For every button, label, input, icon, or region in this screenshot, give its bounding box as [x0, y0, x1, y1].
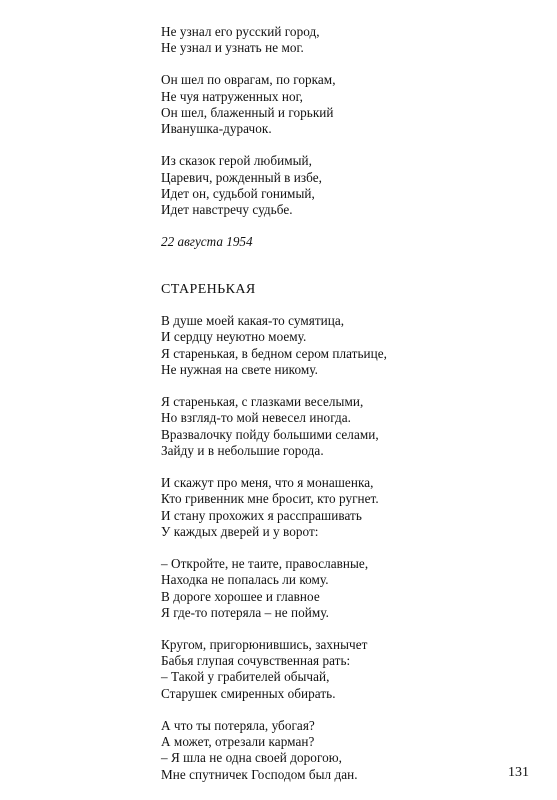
poem-line: Старушек смиренных обирать.: [161, 685, 336, 701]
poem-line: Не чуя натруженных ног,: [161, 88, 303, 104]
poem-line: Он шел по оврагам, по горкам,: [161, 72, 336, 88]
poem-line: Не узнал его русский город,: [161, 24, 320, 39]
poem-line: Идет навстречу судьбе.: [161, 202, 293, 218]
poem2-stanza-4: [161, 556, 541, 621]
poem1-stanza-3: [161, 153, 541, 218]
poem-line: Я старенькая, с глазками веселыми,: [161, 393, 364, 409]
poem-line: Царевич, рожденный в избе,: [161, 169, 322, 185]
poem-title: СТАРЕНЬКАЯ: [161, 281, 256, 297]
poem-line: А что ты потеряла, убогая?: [161, 717, 315, 733]
poem-line: А может, отрезали карман?: [161, 734, 315, 750]
poem-line: И сердцу неуютно моему.: [161, 329, 307, 345]
poem-line: Иванушка-дурачок.: [161, 121, 272, 137]
poem-line: Идет он, судьбой гонимый,: [161, 185, 315, 201]
poem2-stanza-3: [161, 475, 541, 540]
poem-line: Я старенькая, в бедном сером платьице,: [161, 345, 387, 361]
poem1-stanza-2: [161, 72, 541, 137]
poem-line: У каждых дверей и у ворот:: [161, 523, 319, 539]
poem-date: 22 августа 1954: [161, 234, 253, 250]
poem-line: И стану прохожих я расспрашивать: [161, 507, 362, 523]
poem2-stanza-2: [161, 394, 541, 459]
poem-line: Вразвалочку пойду большими селами,: [161, 426, 379, 442]
poem-line: – Откройте, не таите, православные,: [161, 555, 369, 571]
poem-line: Находка не попалась ли кому.: [161, 572, 329, 588]
poem-line: Не узнал и узнать не мог.: [161, 40, 304, 56]
poem-line: Из сказок герой любимый,: [161, 153, 312, 169]
poem-line: Он шел, блаженный и горький: [161, 104, 334, 120]
poem-line: Мне спутничек Господом был дан.: [161, 766, 358, 782]
poem-line: В душе моей какая-то сумятица,: [161, 312, 345, 328]
poem-line: Зайду и в небольшие города.: [161, 442, 324, 458]
poem2-stanza-6: [161, 718, 541, 783]
poem-line: Бабья глупая сочувственная рать:: [161, 653, 351, 669]
poem-line: В дороге хорошее и главное: [161, 588, 320, 604]
poem-line: Кругом, пригорюнившись, захнычет: [161, 636, 368, 652]
poem-line: – Такой у грабителей обычай,: [161, 669, 330, 685]
poem-line: Я где-то потеряла – не пойму.: [161, 604, 329, 620]
page-number: 131: [508, 765, 529, 780]
poem-line: – Я шла не одна своей дорогою,: [161, 750, 342, 766]
poem-line: Но взгляд-то мой невесел иногда.: [161, 410, 352, 426]
poem2-stanza-5: [161, 637, 541, 702]
poem-line: Кто гривенник мне бросит, кто ругнет.: [161, 491, 379, 507]
poem-line: Не нужная на свете никому.: [161, 361, 318, 377]
poem2-stanza-1: [161, 313, 541, 378]
page-content: [161, 24, 541, 799]
poem1-stanza-1: [161, 24, 541, 57]
poem-line: И скажут про меня, что я монашенка,: [161, 474, 374, 490]
